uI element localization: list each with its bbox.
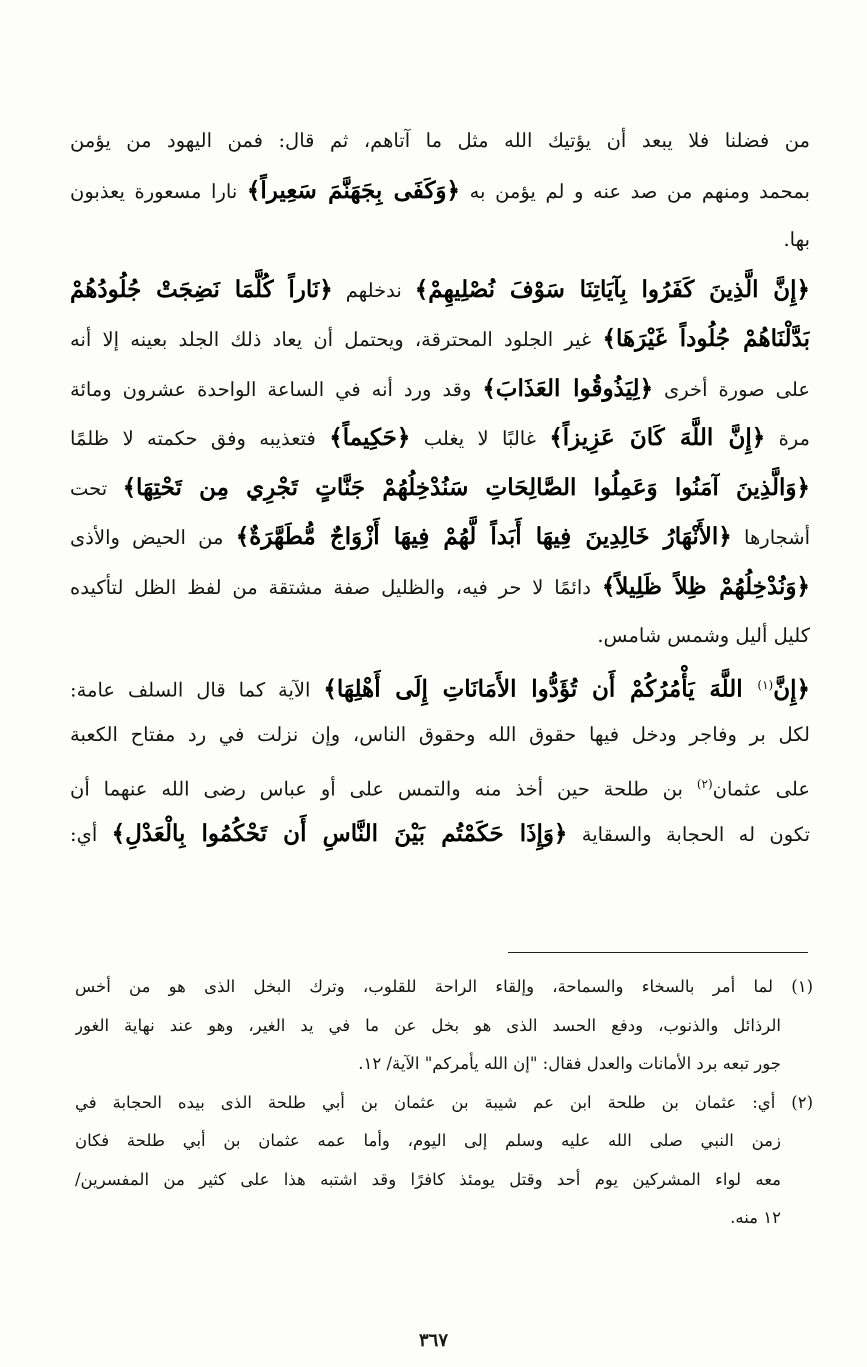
quran-verse: ﴿لِيَذُوقُوا العَذَابَ﴾	[482, 374, 654, 402]
plain-text: أشجارها	[731, 526, 810, 549]
plain-text: على عثمان	[712, 777, 810, 800]
text-line-13	[70, 710, 810, 760]
plain-text: مرة	[765, 427, 810, 450]
text-line-9	[70, 512, 810, 562]
text-line-14	[70, 760, 810, 810]
plain-text: غالبًا لا يغلب	[410, 427, 550, 450]
footnote-2-line-1: (٢) أي: عثمان بن طلحة ابن عم شيبة بن عثمان بن أبي طلحة الذى بيده الحجابة في	[75, 1092, 813, 1112]
plain-text: تحت	[70, 476, 123, 500]
text-line-15	[70, 809, 810, 859]
quran-verse: ﴿إِنَّ اللَّهَ كَانَ عَزِيزاً﴾	[549, 424, 766, 451]
plain-text: أي:	[70, 823, 112, 846]
plain-text: على صورة أخرى	[653, 377, 810, 401]
footnote-divider	[508, 952, 808, 953]
quran-verse: ﴿إِنَّ الَّذِينَ كَفَرُوا بِآيَاتِنَا سَوْفَ نُصْلِيهِمْ﴾	[414, 275, 810, 303]
plain-text: بن طلحة حين أخذ منه والتمس على أو عباس رضى الله عنهما أن	[70, 777, 697, 800]
footnote-marker-1[interactable]: (١)	[757, 677, 774, 692]
footnotes	[75, 968, 813, 1238]
plain-text: وقد ورد أنه في الساعة الواحدة عشرون ومائة	[70, 377, 483, 401]
quran-verse: ﴿نَاراً كُلَّمَا نَضِجَتْ جُلُودُهُمْ	[70, 275, 333, 303]
plain-text: غير الجلود المحترقة، ويحتمل أن يعاد ذلك الجلد بعينه إلا أنه	[70, 328, 603, 351]
footnote-2-line-2: زمن النبي صلى الله عليه وسلم إلى اليوم، وأما عمه عثمان بن أبي طلحة فكان	[75, 1131, 781, 1150]
text-line-6	[70, 364, 810, 414]
plain-text: من فضلنا فلا يبعد أن يؤتيك الله مثل ما آتاهم، ثم قال: فمن اليهود من يؤمن	[70, 129, 810, 152]
plain-text: تكون له الحجابة والسقاية	[567, 823, 810, 846]
text-line-11	[70, 611, 810, 661]
page-number: ٣٦٧	[418, 1330, 448, 1351]
plain-text: كليل أليل وشمس شامس.	[597, 624, 810, 647]
text-line-3	[70, 215, 810, 265]
text-line-4	[70, 265, 810, 315]
plain-text: بها.	[783, 228, 810, 251]
text-line-2	[70, 166, 810, 216]
plain-text: فتعذيبه وفق حكمته لا ظلمًا	[70, 427, 330, 450]
text-line-10	[70, 562, 810, 612]
text-line-12	[70, 661, 810, 711]
plain-text: لكل بر وفاجر ودخل فيها حقوق الله وحقوق الناس، وإن نزلت في رد مفتاح الكعبة	[70, 723, 810, 746]
plain-text: الآية كما قال السلف عامة:	[70, 678, 324, 701]
footnote-1-line-1: (١) لما أمر بالسخاء والسماحة، وإلقاء الراحة للقلوب، وترك البخل الذى هو من أخس	[75, 977, 813, 996]
quran-verse: ﴿وَالَّذِينَ آمَنُوا وَعَمِلُوا الصَّالِحَاتِ سَنُدْخِلُهُمْ جَنَّاتٍ تَجْرِي مِن تَحْتِهَا﴾	[122, 473, 810, 501]
quran-verse: ﴿وَنُدْخِلُهُمْ ظِلاً ظَلِيلاً﴾	[601, 572, 810, 600]
footnote-2-line-3: معه لواء المشركين يوم أحد وقتل يومئذ كافرًا وقد اشتبه هذا على كثير من المفسرين/	[75, 1169, 781, 1189]
text-line-1	[70, 116, 810, 166]
plain-text: نارا مسعورة يعذبون	[70, 179, 247, 203]
footnote-marker-2[interactable]: (٢)	[696, 776, 713, 791]
plain-text: ندخلهم	[332, 278, 415, 302]
quran-verse: ﴿إِنَّ	[773, 675, 810, 702]
quran-verse: بَدَّلْنَاهُمْ جُلُوداً غَيْرَهَا﴾	[602, 325, 810, 352]
quran-verse: ﴿الأَنْهَارُ خَالِدِينَ فِيهَا أَبَداً لَّهُمْ فِيهَا أَزْوَاجٌ مُّطَهَّرَةٌ﴾	[235, 523, 732, 550]
text-line-8	[70, 463, 810, 513]
footnote-1-line-3: جور تبعه برد الأمانات والعدل فقال: "إن الله يأمركم" الآية/ ١٢.	[358, 1054, 781, 1073]
footnote-2-line-4: ١٢ منه.	[730, 1208, 781, 1227]
plain-text: دائمًا لا حر فيه، والظليل صفة مشتقة من لفظ الظل لتأكيده	[70, 575, 602, 599]
text-line-5	[70, 314, 810, 364]
footnote-1-line-2: الرذائل والذنوب، ودفع الحسد الذى هو بخل عن ما في يد الغير، وهو عند نهاية الغور	[75, 1015, 781, 1035]
main-text	[70, 116, 810, 859]
plain-text: بمحمد ومنهم من صد عنه و لم يؤمن به	[459, 179, 810, 203]
quran-verse: ﴿وَكَفَى بِجَهَنَّمَ سَعِيراً﴾	[246, 176, 460, 204]
quran-verse: ﴿حَكِيماً﴾	[329, 424, 411, 451]
text-line-7	[70, 413, 810, 463]
quran-verse: ﴿وَإِذَا حَكَمْتُم بَيْنَ النَّاسِ أَن تَحْكُمُوا بِالْعَدْلِ﴾	[111, 820, 568, 847]
quran-verse: اللَّهَ يَأْمُرُكُمْ أَن تُؤَدُّوا الأَمَانَاتِ إِلَى أَهْلِهَا﴾	[323, 675, 758, 702]
plain-text: من الحيض والأذى	[70, 526, 236, 549]
